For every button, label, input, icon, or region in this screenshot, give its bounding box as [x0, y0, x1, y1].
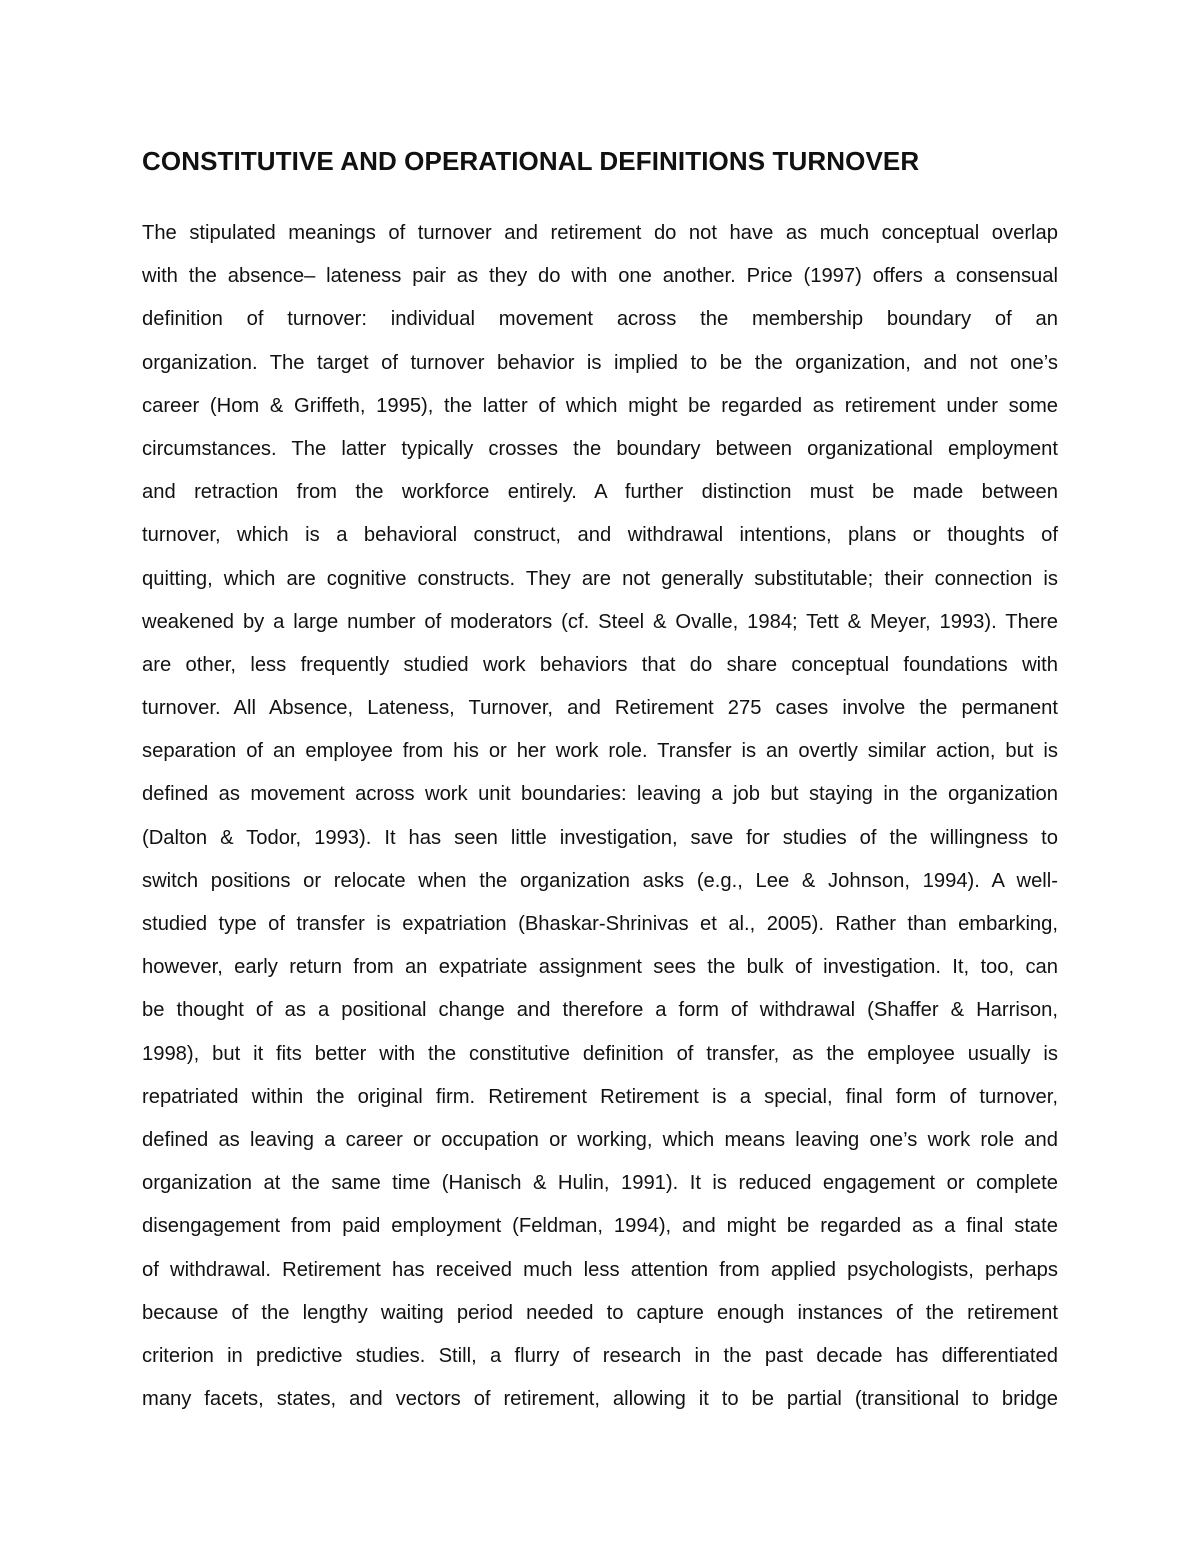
paragraph-line: defined as movement across work unit boundaries: leaving a job but staying in the organization	[142, 783, 1058, 806]
paragraph-line: defined as leaving a career or occupation or working, which means leaving one’s work role and	[142, 1128, 1058, 1151]
paragraph-line: repatriated within the original firm. Retirement Retirement is a special, final form of turnover,	[142, 1085, 1058, 1108]
paragraph-line: weakened by a large number of moderators (cf. Steel & Ovalle, 1984; Tett & Meyer, 1993). There	[142, 610, 1058, 633]
body-paragraph	[142, 212, 1058, 1421]
paragraph-line: and retraction from the workforce entirely. A further distinction must be made between	[142, 481, 1058, 504]
paragraph-line: The stipulated meanings of turnover and retirement do not have as much conceptual overlap	[142, 222, 1058, 244]
paragraph-line: of withdrawal. Retirement has received much less attention from applied psychologists, perhaps	[142, 1258, 1058, 1281]
paragraph-line: are other, less frequently studied work behaviors that do share conceptual foundations with	[142, 653, 1058, 676]
paragraph-line: turnover. All Absence, Lateness, Turnover, and Retirement 275 cases involve the permanent	[142, 697, 1058, 720]
paragraph-line: organization. The target of turnover behavior is implied to be the organization, and not one’s	[142, 351, 1058, 374]
paragraph-line: career (Hom & Griffeth, 1995), the latter of which might be regarded as retirement under some	[142, 394, 1058, 417]
paragraph-line: quitting, which are cognitive constructs. They are not generally substitutable; their connection is	[142, 567, 1058, 590]
paragraph-line: criterion in predictive studies. Still, a flurry of research in the past decade has differentiated	[142, 1344, 1058, 1367]
paragraph-line: circumstances. The latter typically crosses the boundary between organizational employment	[142, 437, 1058, 460]
paragraph-line: turnover, which is a behavioral construct, and withdrawal intentions, plans or thoughts of	[142, 524, 1058, 547]
paragraph-line: many facets, states, and vectors of retirement, allowing it to be partial (transitional to bridge	[142, 1388, 1058, 1411]
paragraph-line: disengagement from paid employment (Feldman, 1994), and might be regarded as a final state	[142, 1215, 1058, 1238]
paragraph-line: organization at the same time (Hanisch & Hulin, 1991). It is reduced engagement or complete	[142, 1172, 1058, 1195]
paragraph-line: (Dalton & Todor, 1993). It has seen little investigation, save for studies of the willingness to	[142, 826, 1058, 849]
paragraph-line: studied type of transfer is expatriation (Bhaskar-Shrinivas et al., 2005). Rather than embarking,	[142, 913, 1058, 935]
paragraph-line: switch positions or relocate when the organization asks (e.g., Lee & Johnson, 1994). A well-	[142, 869, 1058, 892]
document-title: CONSTITUTIVE AND OPERATIONAL DEFINITIONS TURNOVER	[142, 146, 920, 176]
paragraph-line: however, early return from an expatriate assignment sees the bulk of investigation. It, too, can	[142, 956, 1058, 979]
paragraph-line: be thought of as a positional change and therefore a form of withdrawal (Shaffer & Harrison,	[142, 999, 1058, 1022]
paragraph-line: because of the lengthy waiting period needed to capture enough instances of the retirement	[142, 1301, 1058, 1324]
paragraph-line: 1998), but it fits better with the constitutive definition of transfer, as the employee usually is	[142, 1042, 1058, 1065]
paragraph-line: with the absence– lateness pair as they do with one another. Price (1997) offers a consensual	[142, 265, 1058, 288]
paragraph-line: definition of turnover: individual movement across the membership boundary of an	[142, 308, 1058, 331]
paragraph-line: separation of an employee from his or her work role. Transfer is an overtly similar action, but is	[142, 740, 1058, 763]
